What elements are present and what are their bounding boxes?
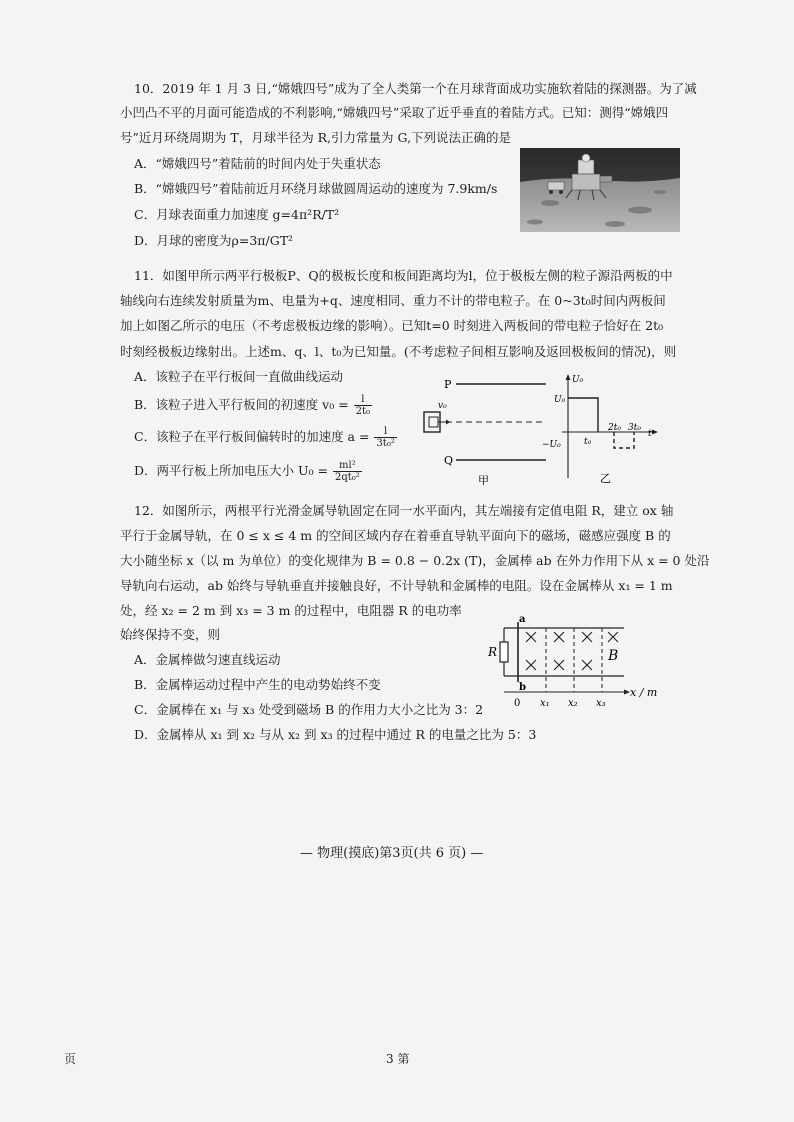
fraction-denominator: 2t₀ xyxy=(355,406,371,417)
axis-label-t: t xyxy=(648,429,652,439)
voltage-positive-pulse xyxy=(568,398,598,432)
tick-x2: x₂ xyxy=(568,698,578,709)
q12-line6: 始终保持不变，则 xyxy=(120,627,221,642)
field-into-page-icons xyxy=(526,632,618,670)
tick-3t0: 3t₀ xyxy=(628,423,641,433)
q11-line4: 时刻经极板边缘射出。上述m、q、l、t₀为已知量。(不考虑粒子间相互影响及返回极板间的情况)，则 xyxy=(120,344,677,359)
fraction-numerator: l xyxy=(374,426,396,438)
figure-yi-voltage-graph xyxy=(536,370,666,490)
label-v0: v₀ xyxy=(438,401,447,411)
q12-line5: 处，经 x₂ = 2 m 到 x₃ = 3 m 的过程中，电阻器 R 的电功率 xyxy=(120,603,462,618)
lunar-lander-photo xyxy=(520,148,680,232)
axis-label-u0: U₀ xyxy=(572,375,584,385)
label-r: R xyxy=(488,645,498,659)
tick-2t0: 2t₀ xyxy=(608,423,621,433)
q10-line3: 号”近月环绕周期为 T，月球半径为 R,引力常量为 G,下列说法正确的是 xyxy=(120,130,512,145)
fraction-denominator: 3t₀² xyxy=(376,438,395,449)
velocity-arrow-icon xyxy=(446,420,450,425)
label-a: a xyxy=(519,614,526,625)
q12-option-b: B．金属棒运动过程中产生的电动势始终不变 xyxy=(134,677,381,692)
q10-line2: 小凹凸不平的月面可能造成的不利影响,“嫦娥四号”采取了近乎垂直的着陆方式。已知：测得“嫦娥四 xyxy=(120,105,669,120)
figure-rail-magnetic-field xyxy=(484,612,664,712)
q10-line1: 10．2019 年 1 月 3 日,“嫦娥四号”成为了全人类第一个在月球背面成功实施软着陆的探测器。为了减 xyxy=(134,81,697,96)
tick-t0: t₀ xyxy=(584,437,592,447)
tick-x1: x₁ xyxy=(540,698,550,709)
bottom-left-mark: 页 xyxy=(64,1052,77,1066)
q12-line1: 12．如图所示，两根平行光滑金属导轨固定在同一水平面内，其左端接有定值电阻 R，建立 ox 轴 xyxy=(134,503,674,518)
tick-origin: 0 xyxy=(514,698,521,709)
q10-option-c: C．月球表面重力加速度 g=4π²R/T² xyxy=(134,207,340,222)
q10-option-a: A．“嫦娥四号”着陆前的时间内处于失重状态 xyxy=(134,156,381,171)
label-b-field: B xyxy=(608,648,619,664)
q11-option-c-fraction xyxy=(374,426,396,449)
q11-option-b xyxy=(134,391,373,419)
q12-option-d: D．金属棒从 x₁ 到 x₂ 与从 x₂ 到 x₃ 的过程中通过 R 的电量之比为 5：3 xyxy=(134,727,537,742)
voltage-negative-pulse xyxy=(614,432,634,448)
q12-line4: 导轨向右运动，ab 始终与导轨垂直并接触良好，不计导轨和金属棒的电阻。设在金属棒从 x₁ = 1 m xyxy=(120,578,673,593)
q10-option-d: D．月球的密度为ρ=3π/GT² xyxy=(134,233,294,248)
bottom-center-mark: 3 第 xyxy=(386,1052,410,1066)
q11-option-d-text: D．两平行板上所加电压大小 U₀ = xyxy=(134,463,328,478)
q11-option-c xyxy=(134,423,398,451)
resistor-icon xyxy=(500,642,508,662)
label-q: Q xyxy=(444,454,454,467)
q11-option-b-fraction xyxy=(354,394,372,417)
q11-option-a: A．该粒子在平行板间一直做曲线运动 xyxy=(134,369,344,384)
fraction-numerator: l xyxy=(354,394,372,406)
label-p: P xyxy=(444,378,452,391)
fraction-numerator: ml² xyxy=(333,460,362,472)
tick-x3: x₃ xyxy=(596,698,606,709)
q12-option-a: A．金属棒做匀速直线运动 xyxy=(134,652,281,667)
caption-jia: 甲 xyxy=(478,474,489,487)
figure-jia-plates xyxy=(418,372,548,492)
q12-option-c: C．金属棒在 x₁ 与 x₃ 处受到磁场 B 的作用力大小之比为 3：2 xyxy=(134,702,484,717)
q12-line2: 平行于金属导轨，在 0 ≤ x ≤ 4 m 的空间区域内存在着垂直导轨平面向下的磁场，磁感应强度 B 的 xyxy=(120,528,671,543)
tick-neg-u0: −U₀ xyxy=(542,440,561,450)
page-footer: — 物理(摸底)第3页(共 6 页) — xyxy=(300,846,484,861)
q11-option-b-text: B．该粒子进入平行板间的初速度 v₀ = xyxy=(134,397,349,412)
q11-option-d-fraction xyxy=(333,460,362,483)
q11-option-d xyxy=(134,457,363,485)
q10-option-b: B．“嫦娥四号”着陆前近月环绕月球做圆周运动的速度为 7.9km/s xyxy=(134,181,498,196)
label-b: b xyxy=(519,682,526,693)
q11-line2: 轴线向右连续发射质量为m、电量为+q、速度相同、重力不计的带电粒子。在 0~3t₀时间内两板间 xyxy=(120,293,666,308)
tick-u0: U₀ xyxy=(554,395,566,405)
q11-option-c-text: C．该粒子在平行板间偏转时的加速度 a = xyxy=(134,429,370,444)
fraction-denominator: 2qt₀² xyxy=(334,472,360,483)
q11-line1: 11．如图甲所示两平行极板P、Q的极板长度和板间距离均为l，位于极板左侧的粒子源沿两板的中 xyxy=(134,268,673,283)
x-axis-label: x / m xyxy=(630,686,658,699)
caption-yi: 乙 xyxy=(600,472,611,485)
q12-line3: 大小随坐标 x（以 m 为单位）的变化规律为 B = 0.8 − 0.2x (T)，金属棒 ab 在外力作用下从 x = 0 处沿 xyxy=(120,553,710,568)
q11-line3: 加上如图乙所示的电压（不考虑极板边缘的影响）。已知t=0 时刻进入两板间的带电粒子恰好在 2t₀ xyxy=(120,318,664,333)
